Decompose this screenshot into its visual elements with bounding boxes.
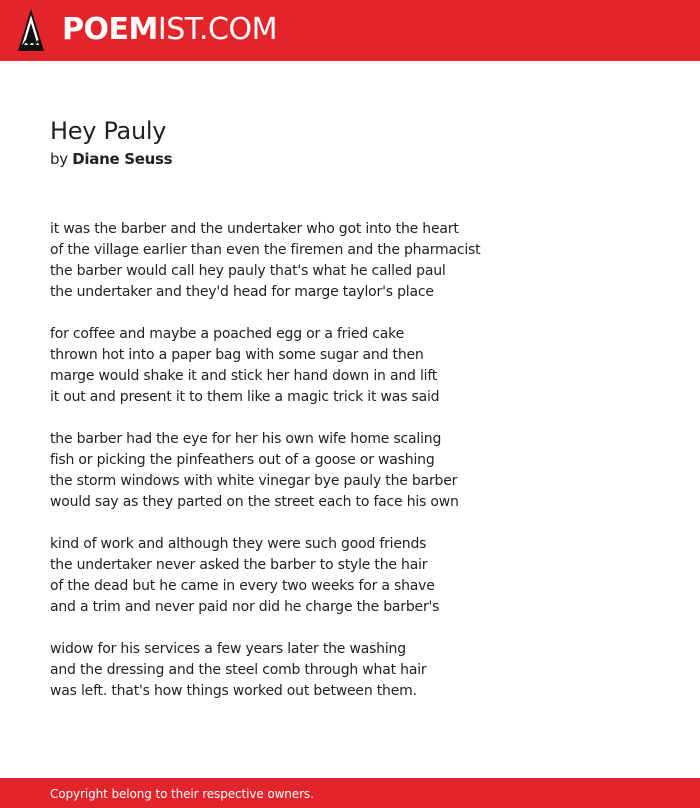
poem-line: it out and present it to them like a magic trick it was said xyxy=(50,389,440,405)
by-label: by xyxy=(50,150,68,168)
copyright-text: Copyright belong to their respective owners. xyxy=(50,787,314,801)
poem-stanza xyxy=(50,324,670,408)
poem-stanza xyxy=(50,639,670,702)
poem-line: widow for his services a few years later the washing xyxy=(50,641,406,657)
byline xyxy=(50,149,172,169)
poem-stanza xyxy=(50,219,670,303)
poem-line: kind of work and although they were such good friends xyxy=(50,536,427,552)
poem-line: was left. that's how things worked out between them. xyxy=(50,683,417,699)
poem-title: Hey Pauly xyxy=(50,117,167,145)
poem-stanza xyxy=(50,534,670,618)
poem-line: the undertaker never asked the barber to style the hair xyxy=(50,557,428,573)
poem-line: the undertaker and they'd head for marge taylor's place xyxy=(50,284,434,300)
author-name: Diane Seuss xyxy=(72,150,173,168)
logo-bold-text: POEM xyxy=(62,12,158,47)
poem-body xyxy=(50,219,670,723)
poem-line: for coffee and maybe a poached egg or a fried cake xyxy=(50,326,404,342)
site-logo[interactable] xyxy=(62,11,277,49)
poem-line: it was the barber and the undertaker who got into the heart xyxy=(50,221,459,237)
poem-line: the barber had the eye for her his own wife home scaling xyxy=(50,431,442,447)
poem-line: of the village earlier than even the firemen and the pharmacist xyxy=(50,242,481,258)
poem-line: and a trim and never paid nor did he charge the barber's xyxy=(50,599,440,615)
poem-line: fish or picking the pinfeathers out of a goose or washing xyxy=(50,452,435,468)
logo-thin-text: IST.COM xyxy=(157,12,277,47)
poem-line: the storm windows with white vinegar bye pauly the barber xyxy=(50,473,458,489)
poem-line: of the dead but he came in every two weeks for a shave xyxy=(50,578,435,594)
poem-line: the barber would call hey pauly that's what he called paul xyxy=(50,263,446,279)
poem-line: marge would shake it and stick her hand down in and lift xyxy=(50,368,438,384)
pencil-icon[interactable] xyxy=(18,9,44,51)
site-header xyxy=(0,0,700,61)
poem-line: thrown hot into a paper bag with some sugar and then xyxy=(50,347,424,363)
poem-line: and the dressing and the steel comb through what hair xyxy=(50,662,427,678)
site-footer xyxy=(0,778,700,808)
poem-stanza xyxy=(50,429,670,513)
poem-line: would say as they parted on the street each to face his own xyxy=(50,494,459,510)
